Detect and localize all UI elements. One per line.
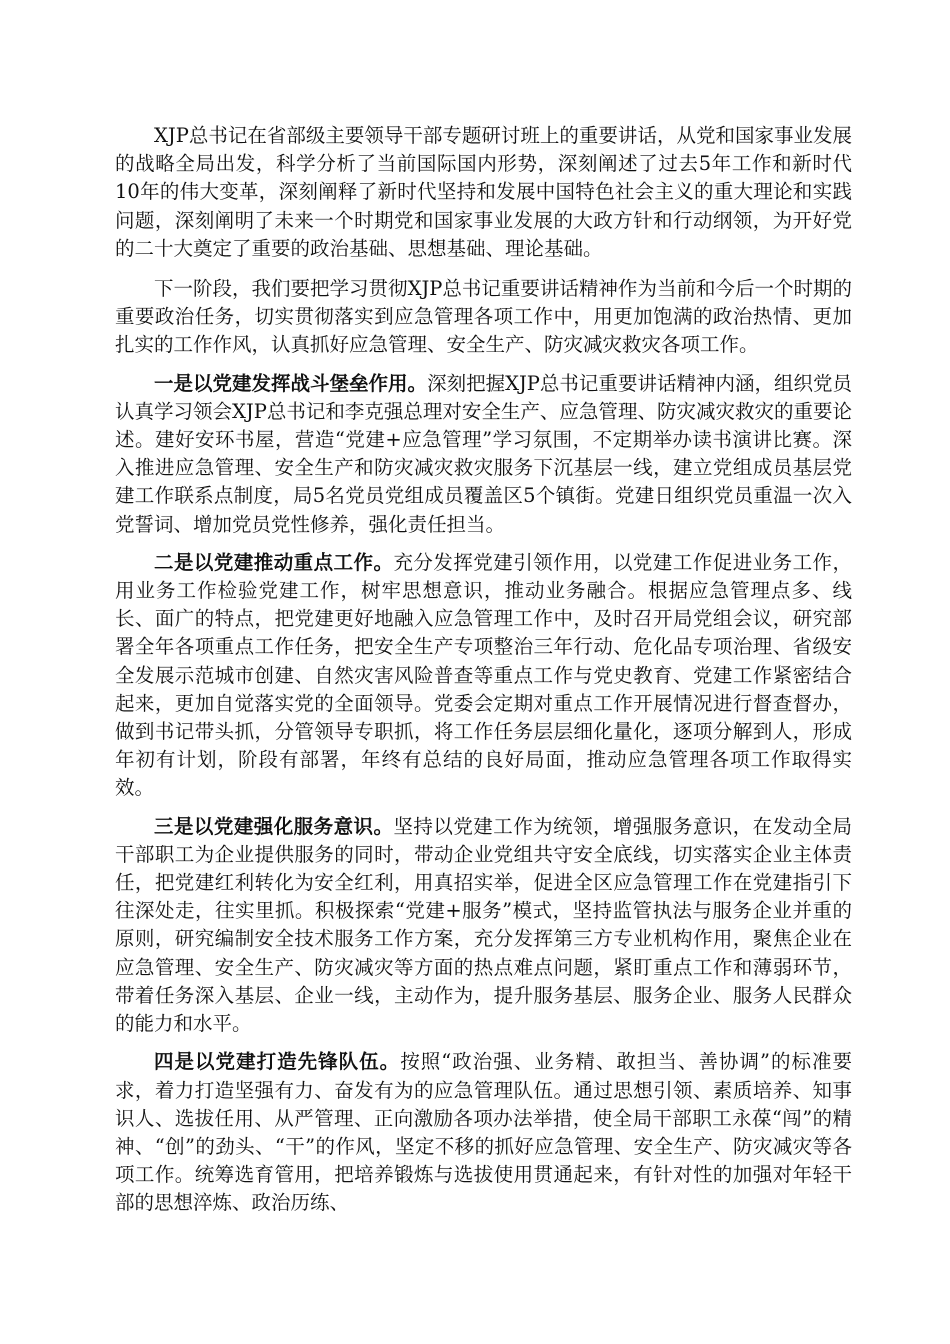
paragraph-4 (115, 549, 852, 803)
paragraph-5-text: 坚持以党建工作为统领，增强服务意识，在发动全局干部职工为企业提供服务的同时，带动企业党组共守安全底线，切实落实企业主体责任，把党建红利转化为安全红利，用真招实举，促进全区应急管理工作在党建指引下往深处走，往实里抓。积极探索“党建+服务”模式，坚持监管执法与服务企业并重的原则，研究编制安全技术服务工作方案，充分发挥第三方专业机构作用，聚焦企业在应急管理、安全生产、防灾减灾等方面的热点难点问题，紧盯重点工作和薄弱环节，带着任务深入基层、企业一线，主动作为，提升服务基层、服务企业、服务人民群众的能力和水平。 (115, 814, 852, 1036)
paragraph-1 (115, 122, 852, 263)
paragraph-1-text: XJP总书记在省部级主要领导干部专题研讨班上的重要讲话，从党和国家事业发展的战略全局出发，科学分析了当前国际国内形势，深刻阐述了过去5年工作和新时代10年的伟大变革，深刻阐释了新时代坚持和发展中国特色社会主义的重大理论和实践问题，深刻阐明了未来一个时期党和国家事业发展的大政方针和行动纲领，为开好党的二十大奠定了重要的政治基础、思想基础、理论基础。 (115, 124, 852, 260)
paragraph-3 (115, 370, 852, 539)
paragraph-6 (115, 1048, 852, 1217)
paragraph-6-text: 按照“政治强、业务精、敢担当、善协调”的标准要求，着力打造坚强有力、奋发有为的应急管理队伍。通过思想引领、素质培养、知事识人、选拔任用、从严管理、正向激励各项办法举措，使全局干部职工永葆“闯”的精神、“创”的劲头、“干”的作风，坚定不移的抓好应急管理、安全生产、防灾减灾等各项工作。统筹选育管用，把培养锻炼与选拔使用贯通起来，有针对性的加强对年轻干部的思想淬炼、政治历练、 (115, 1050, 852, 1215)
paragraph-3-lead: 一是以党建发挥战斗堡垒作用。 (154, 371, 428, 395)
paragraph-3-text: 深刻把握XJP总书记重要讲话精神内涵，组织党员认真学习领会XJP总书记和李克强总理对安全生产、应急管理、防灾减灾救灾的重要论述。建好安环书屋，营造“党建+应急管理”学习氛围，不定期举办读书演讲比赛。深入推进应急管理、安全生产和防灾减灾救灾服务下沉基层一线，建立党组成员基层党建工作联系点制度，局5名党员党组成员覆盖区5个镇街。党建日组织党员重温一次入党誓词、增加党员党性修养，强化责任担当。 (115, 371, 852, 536)
document-body (115, 122, 852, 1228)
paragraph-4-lead: 二是以党建推动重点工作。 (154, 550, 394, 574)
paragraph-2-text: 下一阶段，我们要把学习贯彻XJP总书记重要讲话精神作为当前和今后一个时期的重要政治任务，切实贯彻落实到应急管理各项工作中，用更加饱满的政治热情、更加扎实的工作作风，认真抓好应急管理、安全生产、防灾减灾救灾各项工作。 (115, 277, 852, 357)
paragraph-5-lead: 三是以党建强化服务意识。 (154, 814, 394, 838)
paragraph-2 (115, 275, 852, 360)
paragraph-5 (115, 813, 852, 1039)
paragraph-6-lead: 四是以党建打造先锋队伍。 (154, 1050, 401, 1074)
paragraph-4-text: 充分发挥党建引领作用，以党建工作促进业务工作，用业务工作检验党建工作，树牢思想意识，推动业务融合。根据应急管理点多、线长、面广的特点，把党建更好地融入应急管理工作中，及时召开局党组会议，研究部署全年各项重点工作任务，把安全生产专项整治三年行动、危化品专项治理、省级安全发展示范城市创建、自然灾害风险普查等重点工作与党史教育、党建工作紧密结合起来，更加自觉落实党的全面领导。党委会定期对重点工作开展情况进行督查督办，做到书记带头抓，分管领导专职抓，将工作任务层层细化量化，逐项分解到人，形成年初有计划，阶段有部署，年终有总结的良好局面，推动应急管理各项工作取得实效。 (115, 550, 852, 800)
